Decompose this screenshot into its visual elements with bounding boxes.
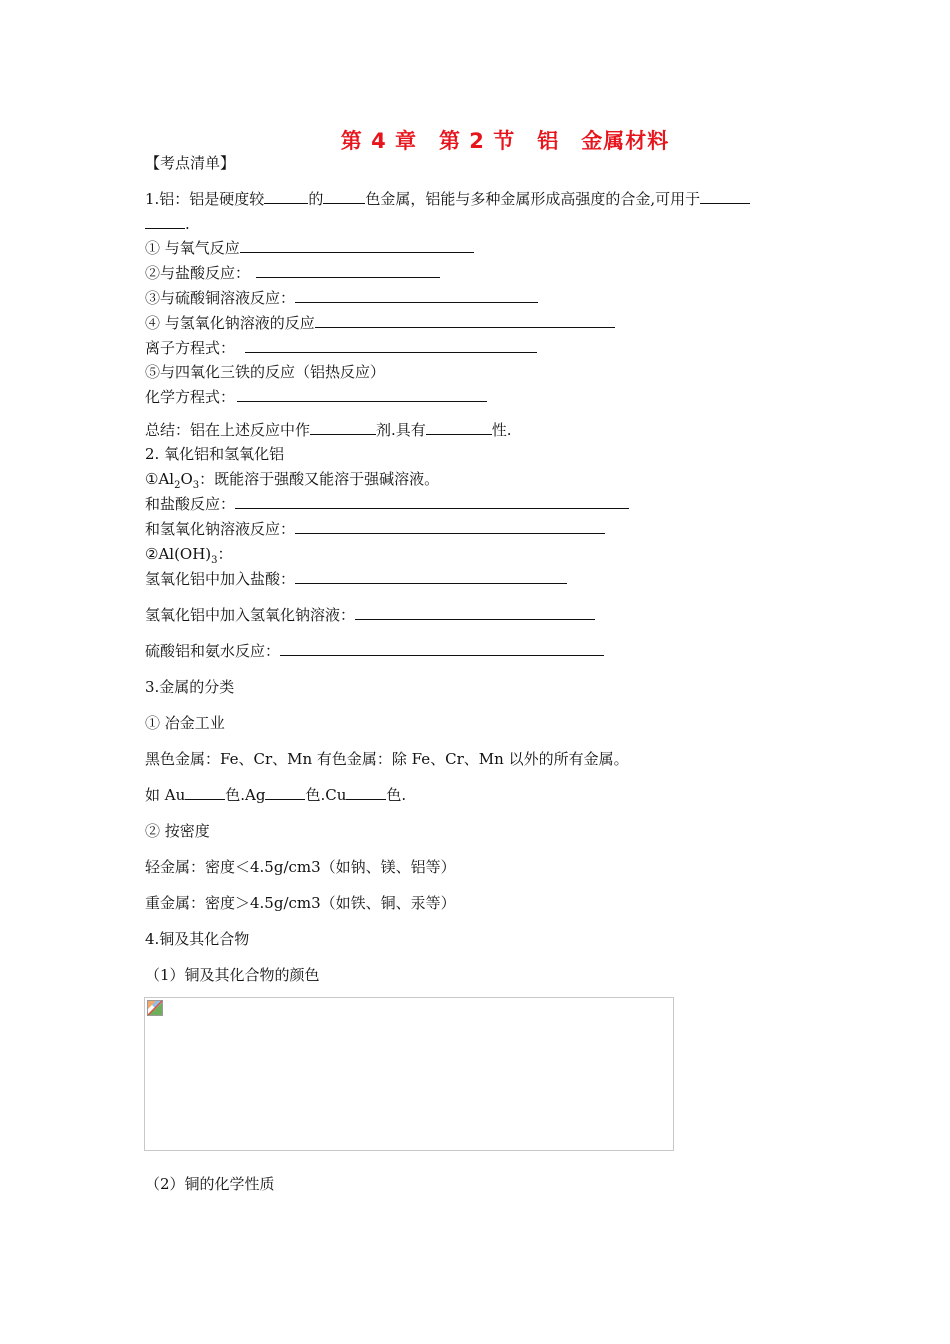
s2-q2: 氢氧化铝中加入氢氧化钠溶液： xyxy=(145,605,595,625)
blank xyxy=(346,785,386,800)
s1-item-hcl: ②与盐酸反应： xyxy=(145,263,440,283)
s4-sub1: （1）铜及其化合物的颜色 xyxy=(145,966,320,984)
s3-heavy-metals: 重金属：密度＞4.5g/cm3（如铁、铜、汞等） xyxy=(145,894,456,912)
s3-light-metals: 轻金属：密度＜4.5g/cm3（如钠、镁、铝等） xyxy=(145,858,456,876)
blank xyxy=(323,189,365,204)
answer-line xyxy=(240,238,474,253)
answer-line xyxy=(295,288,538,303)
copper-colors-image-placeholder xyxy=(144,997,674,1151)
s1-ionic-eq: 离子方程式： xyxy=(145,338,537,358)
s2-q1: 氢氧化铝中加入盐酸： xyxy=(145,569,567,589)
s2-hcl: 和盐酸反应： xyxy=(145,494,629,514)
s2-q3: 硫酸铝和氨水反应： xyxy=(145,641,604,661)
page-title: 第 4 章 第 2 节 铝 金属材料 xyxy=(340,129,670,153)
answer-line xyxy=(256,263,440,278)
s3-sub2: ② 按密度 xyxy=(145,822,210,840)
s4-heading: 4.铜及其化合物 xyxy=(145,930,250,948)
s1-item-oxygen: ① 与氧气反应 xyxy=(145,238,474,258)
section-header: 【考点清单】 xyxy=(145,154,236,172)
answer-line xyxy=(315,313,615,328)
answer-line xyxy=(295,569,567,584)
s1-item-fe3o4: ⑤与四氧化三铁的反应（铝热反应） xyxy=(145,363,386,381)
s1-item-naoh: ④ 与氢氧化钠溶液的反应 xyxy=(145,313,615,333)
answer-line xyxy=(245,338,537,353)
s3-colors: 如 Au 色.Ag 色.Cu 色. xyxy=(145,786,407,804)
blank xyxy=(700,189,750,204)
blank xyxy=(145,214,185,229)
s1-line1: 1.铝：铝是硬度较 的 色金属，铝能与多种金属形成高强度的合金,可用于 xyxy=(145,189,750,209)
s1-chem-eq: 化学方程式： xyxy=(145,387,487,407)
blank xyxy=(426,420,492,435)
answer-line xyxy=(355,605,595,620)
s3-heading: 3.金属的分类 xyxy=(145,678,235,696)
blank xyxy=(185,785,225,800)
answer-line xyxy=(235,494,629,509)
blank xyxy=(265,785,305,800)
answer-line xyxy=(295,519,605,534)
s2-aloh3: $②Al(OH)_3$： xyxy=(145,545,233,566)
broken-image-icon xyxy=(147,1000,163,1016)
answer-line xyxy=(280,641,604,656)
s3-black-metals: 黑色金属：Fe、Cr、Mn 有色金属：除 Fe、Cr、Mn 以外的所有金属。 xyxy=(145,750,629,768)
s1-line2: . xyxy=(145,214,190,234)
blank xyxy=(264,189,308,204)
s2-heading: 2. 氧化铝和氢氧化铝 xyxy=(145,445,285,463)
s3-sub1: ① 冶金工业 xyxy=(145,714,225,732)
blank xyxy=(310,420,376,435)
answer-line xyxy=(237,387,487,402)
s4-sub2: （2）铜的化学性质 xyxy=(145,1175,275,1193)
s2-al2o3: $①Al_2O_3$：既能溶于强酸又能溶于强碱溶液。 xyxy=(145,470,440,491)
s1-item-cuso4: ③与硫酸铜溶液反应： xyxy=(145,288,538,308)
s2-naoh: 和氢氧化钠溶液反应： xyxy=(145,519,605,539)
s1-summary: 总结：铝在上述反应中作 剂.具有 性. xyxy=(145,421,512,439)
